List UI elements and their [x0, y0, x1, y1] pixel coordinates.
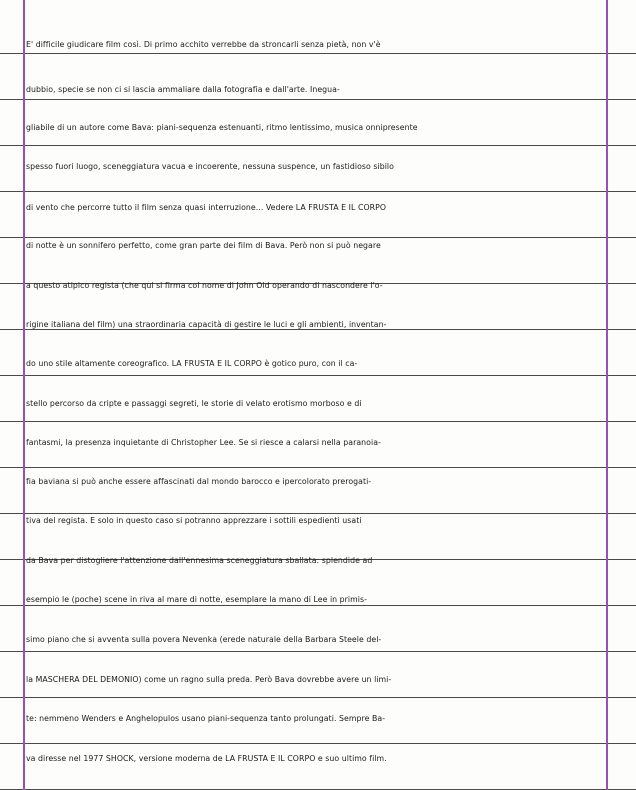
text-line-18: te: nemmeno Wenders e Anghelopulos usano piani-sequenza tanto prolungati. Sempre Ba-	[26, 714, 386, 723]
text-line-13: tiva del regista. E solo in questo caso si potranno apprezzare i sottili espedienti usati	[26, 516, 362, 525]
text-line-2: dubbio, specie se non ci si lascia ammaliare dalla fotografia e dall'arte. Inegua-	[26, 85, 340, 94]
left-margin-line	[23, 0, 25, 790]
text-line-12: fia baviana si può anche essere affascinati dal mondo barocco e ipercolorato prerogati-	[26, 477, 372, 486]
text-line-14: da Bava per distogliere l'attenzione dall'ennesima sceneggiatura sballata: splendide ad	[26, 556, 373, 565]
text-line-4: spesso fuori luogo, sceneggiatura vacua e incoerente, nessuna suspence, un fastidioso sibilo	[26, 162, 394, 171]
text-line-8: rigine italiana del film) una straordinaria capacità di gestire le luci e gli ambienti, inventan-	[26, 320, 387, 329]
text-line-1: E' difficile giudicare film così. Di primo acchito verrebbe da stroncarli senza pietà, non v'è	[26, 40, 381, 49]
text-line-15: esempio le (poche) scene in riva al mare di notte, esemplare la mano di Lee in primis-	[26, 595, 367, 604]
text-line-17: la MASCHERA DEL DEMONIO) come un ragno sulla preda. Però Bava dovrebbe avere un limi-	[26, 675, 392, 684]
text-line-11: fantasmi, la presenza inquietante di Christopher Lee. Se si riesce a calarsi nella paranoia-	[26, 438, 381, 447]
text-line-9: do uno stile altamente coreografico. LA FRUSTA E IL CORPO è gotico puro, con il ca-	[26, 359, 358, 368]
text-line-19: va diresse nel 1977 SHOCK, versione moderna de LA FRUSTA E IL CORPO e suo ultimo film.	[26, 754, 387, 763]
text-line-16: simo piano che si avventa sulla povera Nevenka (erede naturale della Barbara Steele del-	[26, 635, 382, 644]
text-line-6: di notte è un sonnifero perfetto, come gran parte dei film di Bava. Però non si può negare	[26, 241, 381, 250]
text-line-10: stello percorso da cripte e passaggi segreti, le storie di velato erotismo morboso e di	[26, 399, 362, 408]
text-line-3: gliabile di un autore come Bava: piani-sequenza estenuanti, ritmo lentissimo, musica onnipresente	[26, 123, 418, 132]
text-line-7: a questo atipico regista (che qui si firma col nome di John Old operando di nascondere l'o-	[26, 281, 383, 290]
text-line-5: di vento che percorre tutto il film senza quasi interruzione... Vedere LA FRUSTA E IL CORPO	[26, 203, 387, 212]
